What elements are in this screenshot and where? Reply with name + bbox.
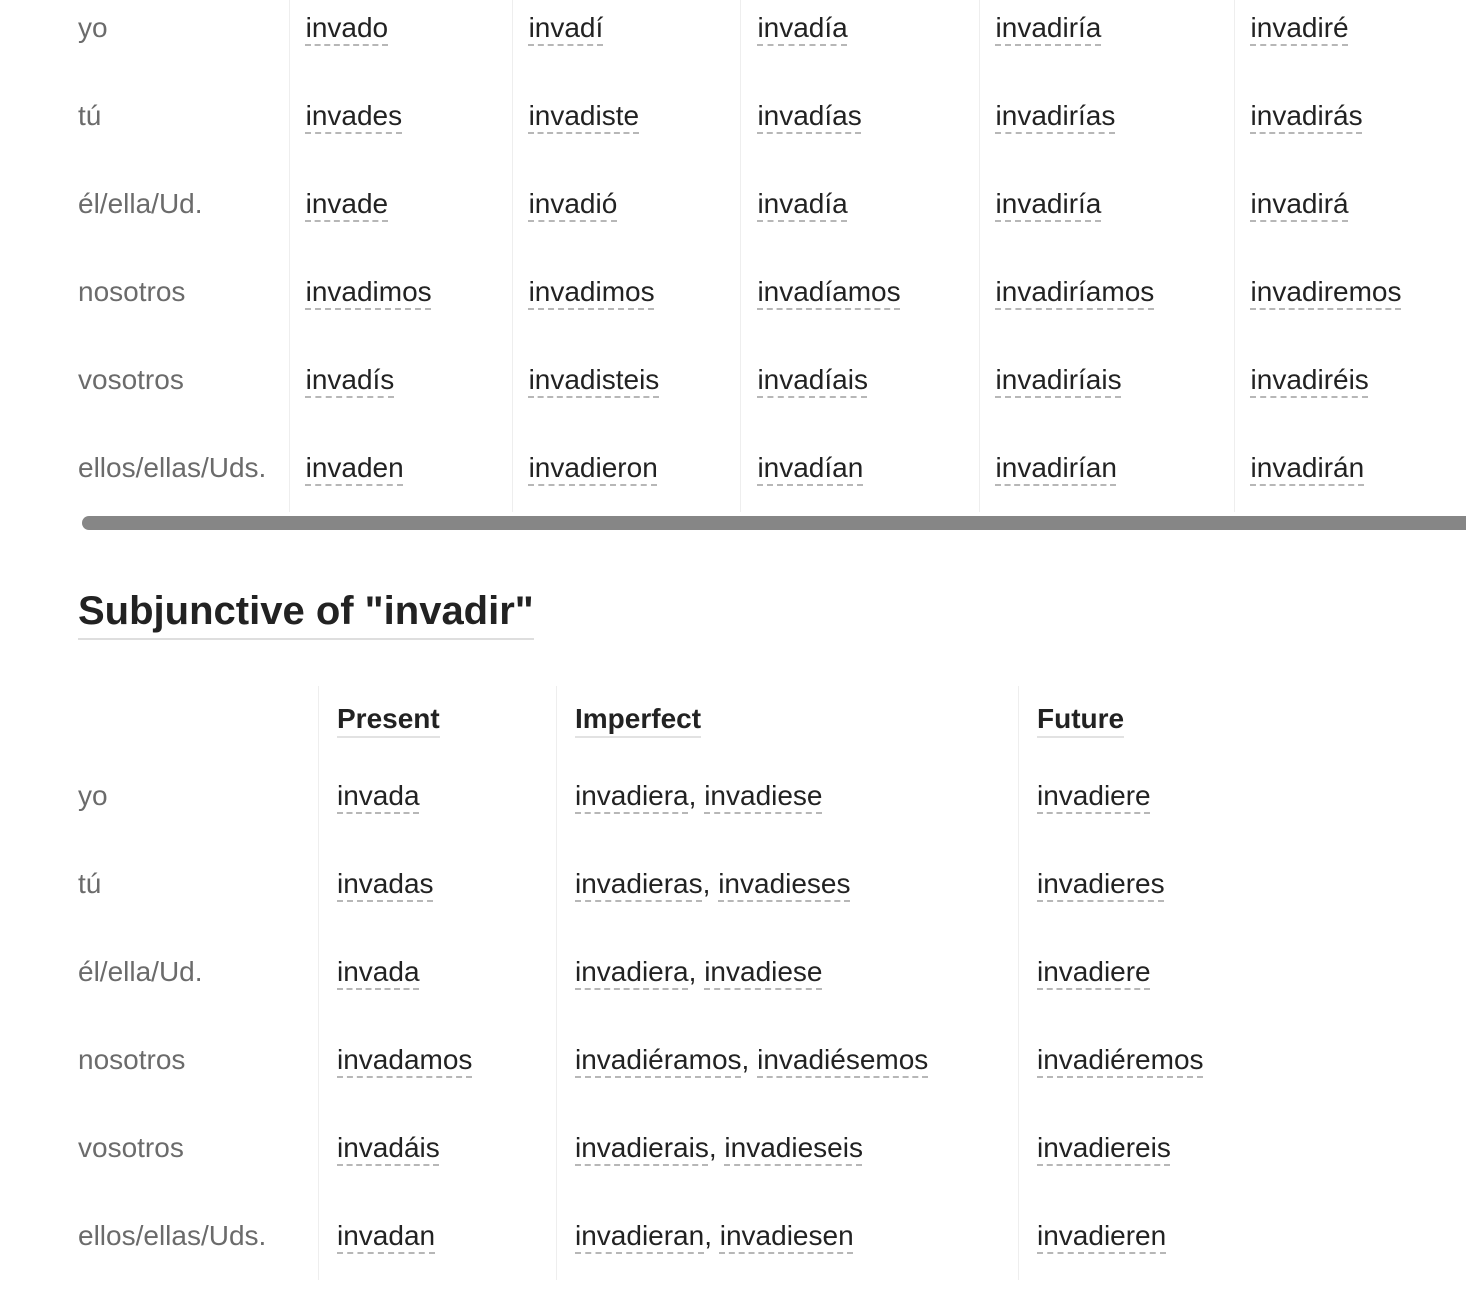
verb-form-link[interactable]: invadieren bbox=[1037, 1220, 1167, 1251]
subjunctive-table bbox=[78, 686, 1457, 1280]
table-header-row bbox=[78, 686, 1457, 752]
verb-form-link[interactable]: invadirían bbox=[995, 452, 1117, 483]
verb-form-link[interactable]: invadieses bbox=[718, 868, 851, 899]
verb-form-link[interactable]: invadía bbox=[757, 188, 848, 219]
verb-form-link[interactable]: invadimos bbox=[305, 276, 432, 307]
separator: , bbox=[704, 1220, 712, 1251]
verb-form-link[interactable]: invadas bbox=[337, 868, 434, 899]
table-row bbox=[78, 336, 1466, 424]
verb-form-link[interactable]: invadiese bbox=[704, 956, 823, 987]
verb-form-link[interactable]: invade bbox=[305, 188, 389, 219]
verb-form-link[interactable]: invadieras bbox=[575, 868, 703, 899]
person-label: nosotros bbox=[78, 1044, 186, 1075]
verb-form-link[interactable]: invadiere bbox=[1037, 780, 1151, 811]
verb-form-link[interactable]: invadieres bbox=[1037, 868, 1165, 899]
verb-form-link[interactable]: invadamos bbox=[337, 1044, 473, 1075]
table-row bbox=[78, 0, 1466, 72]
table-row bbox=[78, 424, 1466, 512]
person-label: yo bbox=[78, 780, 108, 811]
column-header-imperfect: Imperfect bbox=[575, 703, 701, 738]
table-row bbox=[78, 72, 1466, 160]
person-label: tú bbox=[78, 868, 102, 899]
person-label: tú bbox=[78, 100, 102, 131]
verb-form-link[interactable]: invadís bbox=[305, 364, 395, 395]
table-row bbox=[78, 248, 1466, 336]
table-row bbox=[78, 1104, 1457, 1192]
person-label: vosotros bbox=[78, 1132, 184, 1163]
verb-form-link[interactable]: invadiesen bbox=[719, 1220, 854, 1251]
table-row bbox=[78, 160, 1466, 248]
table-row bbox=[78, 840, 1457, 928]
person-label: él/ella/Ud. bbox=[78, 956, 203, 987]
separator: , bbox=[741, 1044, 750, 1075]
verb-form-link[interactable]: invadieron bbox=[528, 452, 658, 483]
verb-form-link[interactable]: invadiera bbox=[575, 780, 689, 811]
table-row bbox=[78, 928, 1457, 1016]
verb-form-link[interactable]: invadiríamos bbox=[995, 276, 1155, 307]
verb-form-link[interactable]: invadieran bbox=[575, 1220, 705, 1251]
verb-form-link[interactable]: invadiera bbox=[575, 956, 689, 987]
section-title-subjunctive: Subjunctive of "invadir" bbox=[78, 584, 534, 640]
verb-form-link[interactable]: invadías bbox=[757, 100, 862, 131]
verb-form-link[interactable]: invado bbox=[305, 12, 389, 43]
verb-form-link[interactable]: invadiese bbox=[704, 780, 823, 811]
verb-form-link[interactable]: invadiríais bbox=[995, 364, 1122, 395]
verb-form-link[interactable]: invadiste bbox=[528, 100, 640, 131]
verb-form-link[interactable]: invadíamos bbox=[757, 276, 901, 307]
separator: , bbox=[708, 1132, 717, 1163]
column-header-present: Present bbox=[337, 703, 440, 738]
verb-form-link[interactable]: invadieseis bbox=[724, 1132, 863, 1163]
verb-form-link[interactable]: invadirá bbox=[1250, 188, 1349, 219]
column-header-future: Future bbox=[1037, 703, 1124, 738]
table-row bbox=[78, 752, 1457, 840]
verb-form-link[interactable]: invadiere bbox=[1037, 956, 1151, 987]
verb-form-link[interactable]: invadáis bbox=[337, 1132, 440, 1163]
verb-form-link[interactable]: invadiremos bbox=[1250, 276, 1402, 307]
verb-form-link[interactable]: invadiereis bbox=[1037, 1132, 1171, 1163]
verb-form-link[interactable]: invadiría bbox=[995, 188, 1102, 219]
verb-form-link[interactable]: invadirás bbox=[1250, 100, 1363, 131]
verb-form-link[interactable]: invadimos bbox=[528, 276, 655, 307]
verb-form-link[interactable]: invadirán bbox=[1250, 452, 1365, 483]
verb-form-link[interactable]: invadan bbox=[337, 1220, 436, 1251]
verb-form-link[interactable]: invadí bbox=[528, 12, 604, 43]
separator: , bbox=[688, 956, 697, 987]
verb-form-link[interactable]: invadiéramos bbox=[575, 1044, 742, 1075]
verb-form-link[interactable]: invadierais bbox=[575, 1132, 709, 1163]
person-label: ellos/ellas/Uds. bbox=[78, 1220, 267, 1251]
verb-form-link[interactable]: invadisteis bbox=[528, 364, 660, 395]
person-label: él/ella/Ud. bbox=[78, 188, 203, 219]
person-label: yo bbox=[78, 12, 108, 43]
verb-form-link[interactable]: invaden bbox=[305, 452, 404, 483]
empty-header-cell bbox=[78, 686, 319, 752]
verb-form-link[interactable]: invadían bbox=[757, 452, 864, 483]
horizontal-scrollbar[interactable] bbox=[82, 516, 1466, 530]
scrollbar-thumb[interactable] bbox=[82, 516, 1466, 530]
separator: , bbox=[702, 868, 711, 899]
table-row bbox=[78, 1016, 1457, 1104]
table-row bbox=[78, 1192, 1457, 1280]
verb-form-link[interactable]: invadió bbox=[528, 188, 618, 219]
verb-form-link[interactable]: invada bbox=[337, 956, 420, 987]
verb-form-link[interactable]: invadiréis bbox=[1250, 364, 1369, 395]
verb-form-link[interactable]: invadiéremos bbox=[1037, 1044, 1204, 1075]
verb-form-link[interactable]: invadiría bbox=[995, 12, 1102, 43]
verb-form-link[interactable]: invades bbox=[305, 100, 403, 131]
person-label: vosotros bbox=[78, 364, 184, 395]
verb-form-link[interactable]: invadiésemos bbox=[757, 1044, 929, 1075]
separator: , bbox=[688, 780, 697, 811]
verb-form-link[interactable]: invadía bbox=[757, 12, 848, 43]
person-label: nosotros bbox=[78, 276, 186, 307]
verb-form-link[interactable]: invadíais bbox=[757, 364, 868, 395]
person-label: ellos/ellas/Uds. bbox=[78, 452, 267, 483]
verb-form-link[interactable]: invada bbox=[337, 780, 420, 811]
verb-form-link[interactable]: invadirías bbox=[995, 100, 1116, 131]
verb-form-link[interactable]: invadiré bbox=[1250, 12, 1349, 43]
indicative-table bbox=[78, 0, 1466, 512]
